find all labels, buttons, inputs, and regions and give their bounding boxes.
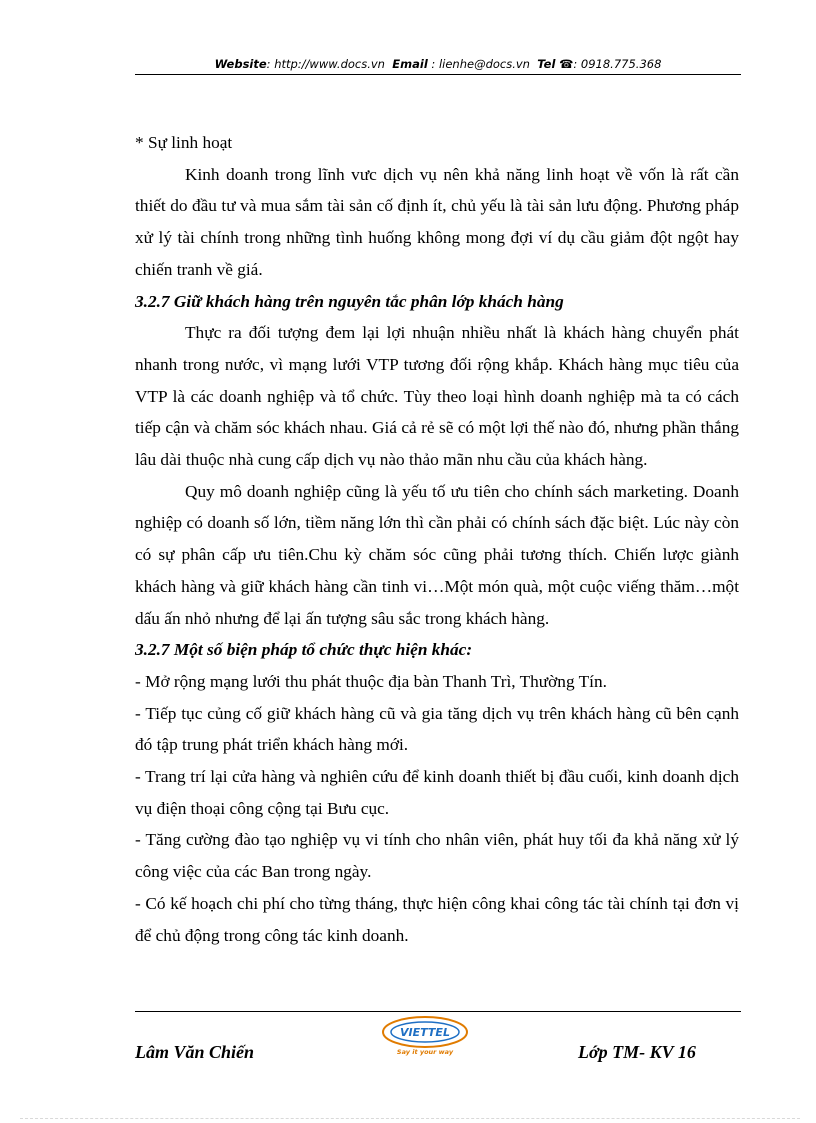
bullet-item: - Tăng cường đào tạo nghiệp vụ vi tính cho nhân viên, phát huy tối đa khả năng xử lý công việc của các Ban trong ngày.	[135, 830, 739, 882]
document-body	[135, 127, 739, 951]
bullet-item: - Có kế hoạch chi phí cho từng tháng, thực hiện công khai công tác tài chính tại đơn vị để chủ động trong công tác kinh doanh.	[135, 893, 739, 945]
paragraph-target-customers: Thực ra đối tượng đem lại lợi nhuận nhiều nhất là khách hàng chuyển phát nhanh trong nước, vì mạng lưới VTP tương đối rộng khắp. Khách hàng mục tiêu của VTP là các doanh nghiệp và tổ chức. Tùy theo loại hình doanh nghiệp mà ta có cách tiếp cận và chăm sóc khách nhau. Giá cả rẻ sẽ có một lợi thế nào đó, nhưng phần thắng lâu dài thuộc nhà cung cấp dịch vụ nào thảo mãn nhu cầu của khách hàng.	[135, 323, 739, 470]
page-edge	[20, 1118, 800, 1119]
footer-class: Lớp TM- KV 16	[578, 1042, 696, 1062]
footer-divider	[135, 1011, 741, 1012]
viettel-logo	[380, 1014, 470, 1062]
email-value: : lienhe@docs.vn	[431, 57, 530, 71]
bullet-item: - Mở rộng mạng lưới thu phát thuộc địa bàn Thanh Trì, Thường Tín.	[135, 671, 607, 691]
page-header	[135, 54, 741, 75]
logo-tagline: Say it your way	[396, 1048, 454, 1056]
section-heading-other-measures: 3.2.7 Một số biện pháp tổ chức thực hiện khác:	[135, 640, 473, 660]
website-label: Website	[214, 57, 267, 71]
logo-text: VIETTEL	[400, 1026, 450, 1039]
website-value: : http://www.docs.vn	[266, 57, 385, 71]
paragraph-business-scale: Quy mô doanh nghiệp cũng là yếu tố ưu tiên cho chính sách marketing. Doanh nghiệp có doanh số lớn, tiềm năng lớn thì cần phải có chính sách đặc biệt. Lúc này còn có sự phân cấp ưu tiên.Chu kỳ chăm sóc cũng phải tương thích. Chiến lược giành khách hàng và giữ khách hàng cần tinh vi…Một món quà, một cuộc viếng thăm…một dấu ấn nhỏ nhưng để lại ấn tượng sâu sắc trong khách hàng.	[135, 481, 739, 628]
email-label: Email	[392, 57, 428, 71]
tel-value: : 0918.775.368	[573, 57, 662, 71]
tel-label: Tel	[537, 57, 556, 71]
paragraph-flexibility: Kinh doanh trong lĩnh vưc dịch vụ nên khả năng linh hoạt về vốn là rất cần thiết do đầu tư và mua sắm tài sản cố định ít, chủ yếu là tài sản lưu động. Phương pháp xử lý tài chính trong những tình huống không mong đợi ví dụ cầu giảm đột ngột hay chiến tranh về giá.	[135, 164, 739, 279]
bullet-item: - Tiếp tục củng cố giữ khách hàng cũ và gia tăng dịch vụ trên khách hàng cũ bên cạnh đó tập trung phát triển khách hàng mới.	[135, 703, 739, 755]
bullet-item: - Trang trí lại cửa hàng và nghiên cứu để kinh doanh thiết bị đầu cuối, kinh doanh dịch vụ điện thoại công cộng tại Bưu cục.	[135, 767, 739, 818]
phone-icon: ☎	[559, 57, 574, 71]
footer-author: Lâm Văn Chiến	[135, 1042, 255, 1062]
paragraph-flexibility-title: * Sự linh hoạt	[135, 133, 233, 152]
viettel-logo-icon	[380, 1014, 470, 1050]
section-heading-customer-retention: 3.2.7 Giữ khách hàng trên nguyên tắc phân lớp khách hàng	[135, 291, 564, 311]
